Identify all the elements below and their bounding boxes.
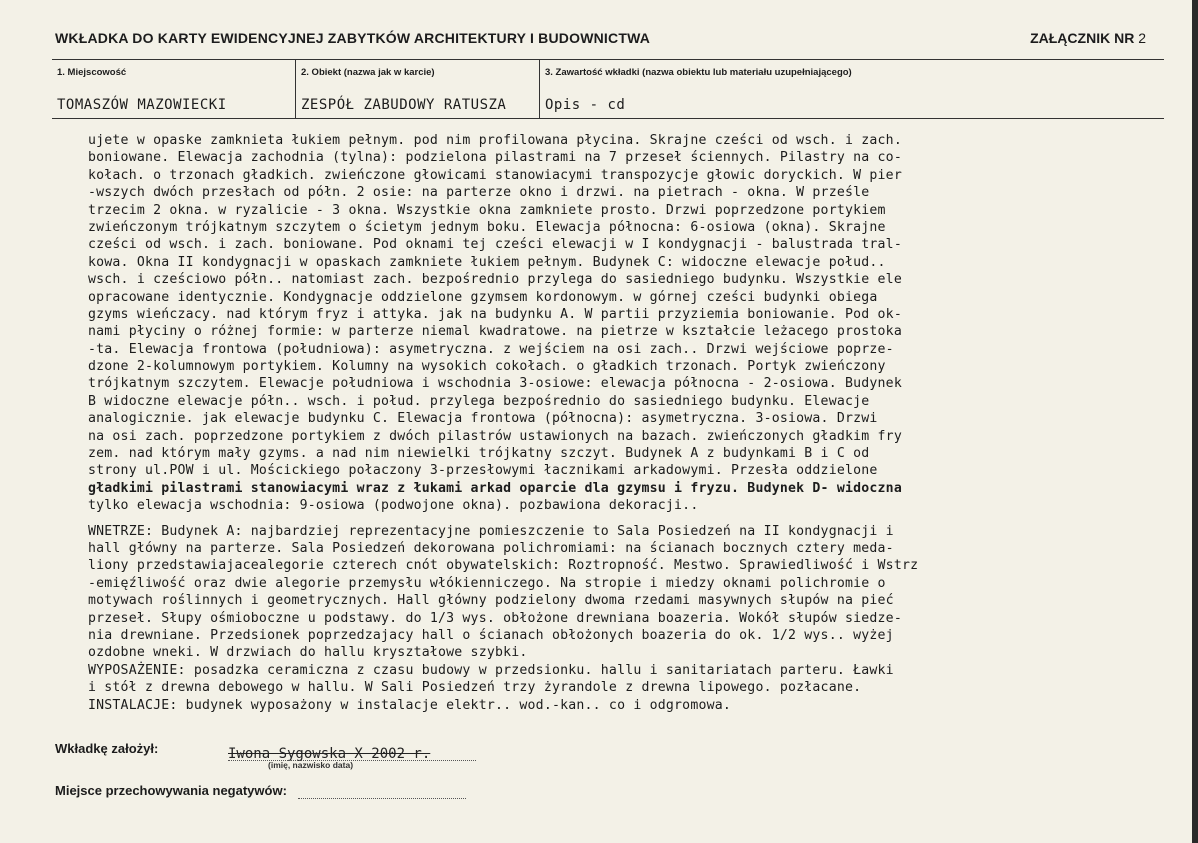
field-locality-value: TOMASZÓW MAZOWIECKI bbox=[57, 97, 227, 113]
body-line: trójkatnym szczytem. Elewacje południowa i wschodnia 3-osiowe: elewacja północna - 2-osiowa. Budynek bbox=[88, 376, 902, 392]
author-label: Wkładkę założył: bbox=[55, 741, 159, 756]
body-line: motywach roślinnych i geometrycznych. Hall główny podzielony dwoma rzedami masywnych słupów na pieć bbox=[88, 593, 894, 609]
body-line: tylko elewacja wschodnia: 9-osiowa (podwojone okna). pozbawiona dekoracji.. bbox=[88, 498, 699, 514]
body-line: -wszych dwóch przesłach od półn. 2 osie: na parterze okno i drzwi. na pietrach - okna. W prześle bbox=[88, 185, 870, 201]
negatives-label: Miejsce przechowywania negatywów: bbox=[55, 783, 287, 798]
body-line: strony ul.POW i ul. Mościckiego połaczony 3-przesłowymi łacznikami arkadowymi. Przesła oddzielone bbox=[88, 463, 878, 479]
body-line: gzyms wieńczacy. nad którym fryz i attyka. jak na budynku A. W partii przyziemia boniowanie. Pod ok- bbox=[88, 306, 902, 322]
field-object-label: 2. Obiekt (nazwa jak w karcie) bbox=[301, 67, 435, 78]
form-title: WKŁADKA DO KARTY EWIDENCYJNEJ ZABYTKÓW ARCHITEKTURY I BUDOWNICTWA bbox=[55, 30, 651, 46]
body-line: liony przedstawiajacealegorie czterech cnót obywatelskich: Roztropność. Mestwo. Sprawiedliwość i Wstrz bbox=[88, 558, 919, 574]
header-fields-table bbox=[52, 59, 1164, 119]
body-line: analogicznie. jak elewacje budynku C. Elewacja frontowa (północna): asymetryczna. 3-osiowa. Drzwi bbox=[88, 411, 878, 427]
body-line: -ta. Elewacja frontowa (południowa): asymetryczna. z wejściem na osi zach.. Drzwi wejściowe poprze- bbox=[88, 341, 894, 357]
body-line: opracowane identycznie. Kondygnacje oddzielone gzymsem kordonowym. w górnej cześci budynki obiega bbox=[88, 289, 878, 305]
body-line: WYPOSAŻENIE: posadzka ceramiczna z czasu budowy w przedsionku. hallu i sanitariatach parteru. Ławki bbox=[88, 662, 894, 678]
field-locality bbox=[52, 60, 295, 118]
body-line: -emięźliwość oraz dwie alegorie przemysłu włókienniczego. Na stropie i miedzy oknami polichromie o bbox=[88, 575, 886, 591]
body-line: cześci od wsch. i zach. boniowane. Pod oknami tej cześci elewacji w I kondygnacji - balustrada tral- bbox=[88, 237, 902, 253]
body-line: WNETRZE: Budynek A: najbardziej reprezentacyjne pomieszczenie to Sala Posiedzeń na II kondygnacji i bbox=[88, 523, 894, 539]
body-line: przeseł. Słupy ośmioboczne u podstawy. do 1/3 wys. obłożone drewniana boazeria. Wokół słupów siedze- bbox=[88, 610, 902, 626]
field-object-value: ZESPÓŁ ZABUDOWY RATUSZA bbox=[301, 97, 507, 113]
field-content-value: Opis - cd bbox=[545, 97, 626, 113]
body-line: boniowane. Elewacja zachodnia (tylna): podzielona pilastrami na 7 przeseł ściennych. Pilastry na co- bbox=[88, 150, 902, 166]
negatives-dotted-line[interactable] bbox=[298, 798, 466, 799]
body-line: zwieńczonym trójkatnym szczytem o ścietym jednym boku. Elewacja północna: 6-osiowa (okna). Skrajne bbox=[88, 219, 886, 235]
body-line: ujete w opaske zamknieta łukiem pełnym. pod nim profilowana płycina. Skrajne cześci od wsch. i zach. bbox=[88, 133, 902, 148]
description-body bbox=[88, 132, 1088, 714]
field-content bbox=[539, 60, 1165, 118]
body-line: zem. nad którym mały gzyms. a nad nim niewielki trójkatny szczyt. Budynek A z budynkami B i C od bbox=[88, 446, 870, 462]
author-value: Iwona Sygowska X 2002 r. bbox=[228, 746, 431, 762]
body-line: INSTALACJE: budynek wyposażony w instalacje elektr.. wod.-kan.. co i odgromowa. bbox=[88, 697, 732, 713]
annex-text: ZAŁĄCZNIK NR bbox=[1030, 30, 1135, 46]
body-line: na osi zach. poprzedzone portykiem z dwóch pilastrów ustawionych na bazach. zwieńczonych gładkim fry bbox=[88, 428, 902, 444]
field-object bbox=[295, 60, 539, 118]
body-line: hall główny na parterze. Sala Posiedzeń dekorowana polichromiami: na ścianach bocznych cztery meda- bbox=[88, 540, 894, 556]
body-line: i stół z drewna debowego w hallu. W Sali Posiedzeń trzy żyrandole z drewna lipowego. pozłacane. bbox=[88, 680, 862, 696]
field-locality-label: 1. Miejscowość bbox=[57, 67, 127, 78]
author-hint: (imię, nazwisko data) bbox=[268, 760, 354, 770]
annex-label bbox=[1030, 30, 1146, 46]
body-line: nami płyciny o różnej formie: w parterze niemal kwadratowe. na pietrze w kształcie leżacego prostoka bbox=[88, 324, 902, 340]
body-line: trzecim 2 okna. w ryzalicie - 3 okna. Wszystkie okna zamkniete prosto. Drzwi poprzedzone portykiem bbox=[88, 202, 886, 218]
annex-number: 2 bbox=[1138, 30, 1146, 46]
body-line: kołach. o trzonach gładkich. zwieńczone głowicami stanowiacymi transpozycje głowic doryckich. W pier bbox=[88, 167, 902, 183]
paragraph-gap bbox=[88, 515, 1088, 523]
body-line: nia drewniane. Przedsionek poprzedzajacy hall o ścianach obłożonych boazeria do ok. 1/2 wys.. wyżej bbox=[88, 627, 894, 643]
body-line: ozdobne wneki. W drzwiach do hallu kryształowe szybki. bbox=[88, 645, 528, 661]
body-line: wsch. i cześciowo półn.. natomiast zach. bezpośrednio przylega do sasiedniego budynku. Wszystkie ele bbox=[88, 272, 902, 288]
field-content-label: 3. Zawartość wkładki (nazwa obiektu lub materiału uzupełniającego) bbox=[545, 67, 852, 78]
body-line: kowa. Okna II kondygnacji w opaskach zamkniete łukiem pełnym. Budynek C: widoczne elewacje połud.. bbox=[88, 254, 886, 270]
body-line: B widoczne elewacje półn.. wsch. i połud. przylega bezpośrednio do sasiedniego budynku. Elewacje bbox=[88, 393, 870, 409]
body-line: dzone 2-kolumnowym portykiem. Kolumny na wysokich cokołach. o gładkich trzonach. Portyk zwieńczony bbox=[88, 359, 886, 375]
body-line: gładkimi pilastrami stanowiacymi wraz z łukami arkad oparcie dla gzymsu i fryzu. Budynek D- widoczna bbox=[88, 480, 902, 496]
